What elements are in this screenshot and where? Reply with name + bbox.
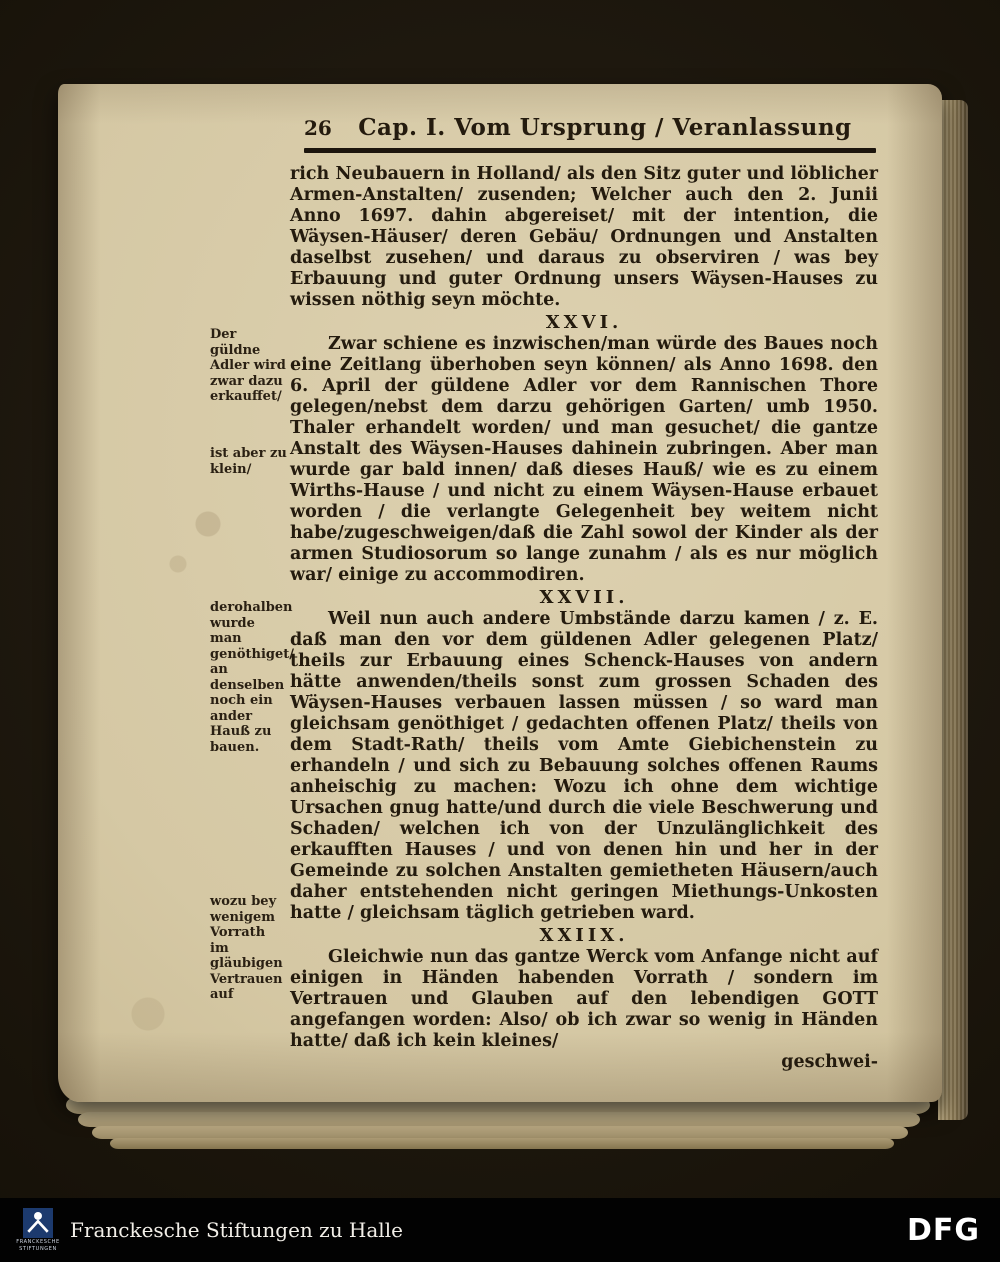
- section-heading-xxiix: XXIIX.: [539, 925, 629, 946]
- header-rule: [304, 148, 876, 153]
- page-number: 26: [304, 116, 332, 140]
- page-stack-edge: [78, 1112, 920, 1127]
- institution-name: Franckesche Stiftungen zu Halle: [70, 1218, 403, 1242]
- digitization-footer-bar: [0, 1198, 1000, 1262]
- franckesche-stiftungen-logo: [16, 1208, 60, 1252]
- paragraph-xxvi: Zwar schiene es inzwischen/man würde des Baues noch eine Zeitlang überhoben seyn können/ als Anno 1698. den 6. April der güldene Adler vor dem Rannischen Thore gelegen/nebst dem darzu gehörigen Garten/ umb 1950. Thaler erhandelt worden/ und man gesuchet/ die gantze Anstalt des Wäysen-Hauses dahinein zubringen. Aber man wurde gar bald innen/ daß dieses Hauß/ wie es zu einem Wirths-Hause / und nicht zu einem Wäysen-Hause erbauet worden / die verlangte Gelegenheit bey weitem nicht habe/zugeschweigen/daß die Zahl sowol der Kinder als der armen Studiosorum so lange zunahm / als es nur möglich war/ einige zu accommodiren.: [290, 334, 878, 585]
- paragraph-intro: rich Neubauern in Holland/ als den Sitz guter und löblicher Armen-Anstalten/ zusenden; Welcher auch den 2. Junii Anno 1697. dahin abgereiset/ mit der intention, die Wäysen-Häuser/ deren Gebäu/ Ordnungen und Anstalten daselbst zusehen/ und daraus zu observiren / was bey Erbauung und guter Ordnung unsers Wäysen-Hauses zu wissen nöthig seyn möchte.: [290, 164, 878, 310]
- book-page: [58, 84, 942, 1102]
- page-header: [304, 114, 878, 141]
- chapter-header: Cap. I. Vom Ursprung / Veranlassung: [358, 114, 852, 141]
- margin-note-anbau: derohalben wurde man genöthiget/ an denselben noch ein ander Hauß zu bauen.: [210, 600, 294, 755]
- page-stack-edge: [110, 1138, 894, 1149]
- paragraph-xxvii: Weil nun auch andere Umbstände darzu kamen / z. E. daß man den vor dem güldenen Adler gelegenen Platz/ theils zur Erbauung eines Schenck-Hauses von andern hätte anwenden/theils sonst zum grossen Schaden des Wäysen-Hauses verbauen lassen müssen / so ward man gleichsam genöthiget / gedachten offenen Platz/ theils von dem Stadt-Rath/ theils vom Amte Giebichenstein zu erhandeln / und sich zu Bebauung solches offenen Raums anheischig zu machen: Wozu ich ohne dem wichtige Ursachen gnug hatte/und durch die viele Beschwerung und Schaden/ welchen ich von der Unzulänglichkeit des erkaufften Hauses / und von denen hin und her in der Gemeinde zu solchen Anstalten gemietheten Häusern/auch daher entstehenden nicht geringen Miethungs-Unkosten hatte / gleichsam täglich getrieben ward.: [290, 609, 878, 923]
- book-fore-edge: [938, 100, 968, 1120]
- logo-text-line2: STIFTUNGEN: [19, 1246, 57, 1252]
- margin-note-vertrauen: wozu bey wenigem Vorrath im gläubigen Vertrauen auf: [210, 894, 283, 1002]
- franckesche-emblem-icon: [23, 1208, 53, 1238]
- dfg-logo: DFG: [906, 1212, 980, 1248]
- section-heading-xxvi: XXVI.: [545, 312, 623, 333]
- catchword: geschwei-: [781, 1052, 878, 1072]
- margin-note-zu-klein: ist aber zu klein/: [210, 446, 287, 477]
- body-text-column: [290, 164, 878, 1073]
- logo-text-line1: FRANCKESCHE: [16, 1239, 60, 1245]
- section-heading-xxvii: XXVII.: [539, 587, 629, 608]
- paragraph-xxiix: Gleichwie nun das gantze Werck vom Anfange nicht auf einigen in Händen habenden Vorrath / sondern im Vertrauen und Glauben auf den lebendigen GOTT angefangen worden: Also/ ob ich zwar so wenig in Händen hatte/ daß ich kein kleines/: [290, 947, 878, 1051]
- margin-note-adler-erkauffet: Der güldne Adler wird zwar dazu erkauffet/: [210, 327, 286, 404]
